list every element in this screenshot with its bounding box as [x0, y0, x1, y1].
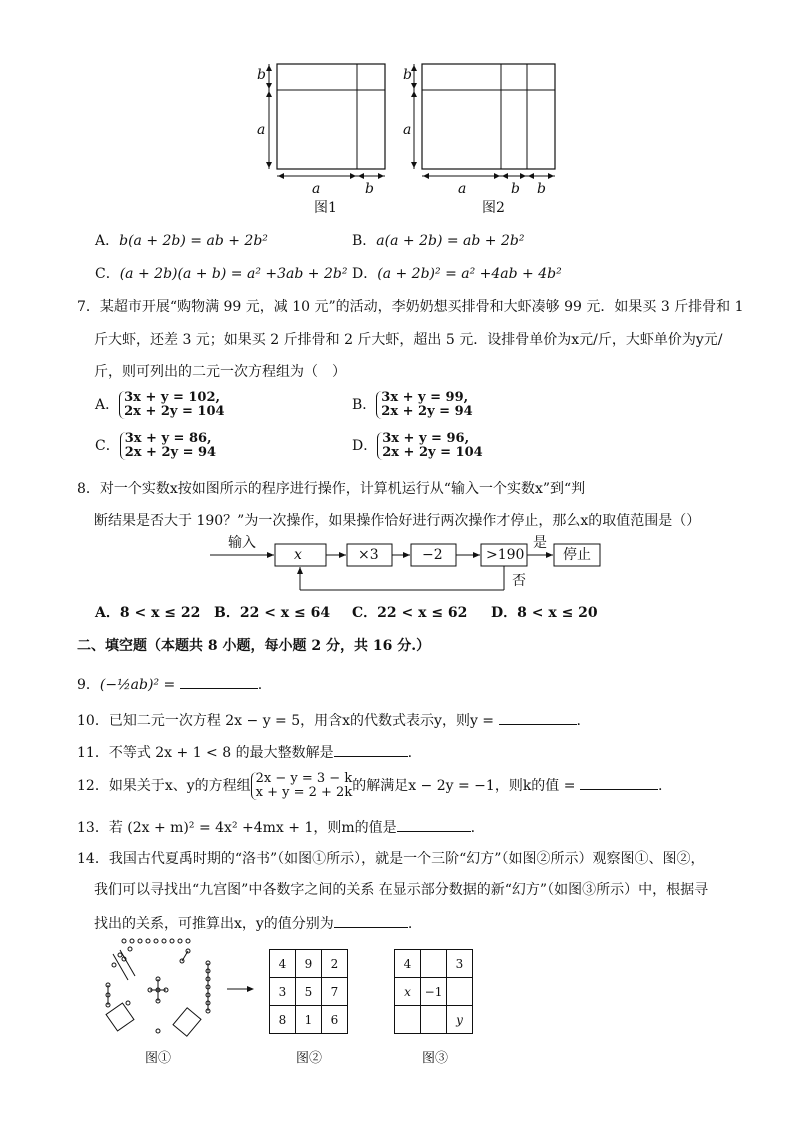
q7-line1: 7．某超市开展“购物满 99 元，减 10 元”的活动，李奶奶想买排骨和大虾凑够 99 元．如果买 3 斤排骨和 1	[77, 299, 744, 315]
luoshu-figure	[100, 935, 222, 1040]
q8-line2: 断结果是否大于 190？”为一次操作，如果操作恰好进行两次操作才停止，那么x的取值范围是（）	[94, 513, 701, 529]
q7-option-c-system	[120, 432, 216, 460]
fig2-caption: 图2	[482, 200, 505, 216]
fig2-label-b: b	[403, 67, 412, 83]
q7-option-b-system	[376, 391, 472, 419]
q12-pre: 12．如果关于x、y的方程组	[77, 778, 251, 794]
q11	[77, 742, 412, 762]
q10	[77, 710, 581, 730]
q7-option-d-system	[377, 432, 482, 460]
q7-option-b-eq1: 3x + y = 99,	[381, 390, 469, 405]
flow-yes-label: 是	[533, 535, 547, 551]
magic-square-2	[269, 949, 348, 1034]
grid3-cell: −1	[421, 978, 447, 1006]
q13-end: .	[470, 820, 476, 836]
q6-option-c-expr: (a + 2b)(a + b) = a² +3ab + 2b²	[119, 266, 348, 282]
q6-option-a	[95, 232, 268, 250]
flow-input-label: 输入	[228, 535, 256, 551]
grid3-cell: 4	[395, 950, 421, 978]
fig2-bottom-b2: b	[537, 181, 546, 197]
q14-line2: 我们可以寻找出“九宫图”中各数字之间的关系 在显示部分数据的新“幻方”（如图③所示）中，根据寻	[94, 882, 709, 898]
dots-top-9	[122, 939, 190, 943]
table-row	[395, 950, 473, 978]
grid2-cell: 7	[322, 978, 348, 1006]
grid2-cell: 1	[296, 1006, 322, 1034]
q10-answer-blank[interactable]	[499, 710, 577, 725]
q9-answer-blank[interactable]	[180, 674, 258, 689]
q6-option-b	[352, 232, 524, 250]
table-row	[395, 1006, 473, 1034]
q7-option-c	[95, 432, 216, 460]
q6-option-c-label: C．	[95, 266, 120, 282]
arrow-right-icon	[227, 984, 257, 994]
q7-option-c-label: C．	[95, 438, 120, 454]
q10-text: 10．已知二元一次方程 2x − y = 5，用含x的代数式表示y，则y =	[77, 713, 495, 729]
table-row	[270, 1006, 348, 1034]
caption-fig-a: 图①	[145, 1051, 172, 1066]
grid2-cell: 8	[270, 1006, 296, 1034]
q7-option-b	[352, 391, 473, 419]
grid2-cell: 9	[296, 950, 322, 978]
q11-answer-blank[interactable]	[334, 742, 408, 757]
q9-end: .	[257, 677, 263, 693]
q12-answer-blank[interactable]	[580, 775, 658, 790]
q6-option-d-expr: (a + 2b)² = a² +4ab + 4b²	[377, 266, 562, 282]
q8-option-b: B．22 < x ≤ 64	[214, 605, 331, 621]
q7-option-c-eq2: 2x + 2y = 94	[124, 445, 217, 460]
q7-option-d-eq2: 2x + 2y = 104	[382, 445, 483, 460]
fig1-caption: 图1	[314, 200, 337, 216]
flow-box-gt190: >190	[486, 547, 525, 563]
q9-number: 9．	[77, 677, 100, 693]
grid3-cell	[447, 978, 473, 1006]
q6-option-d	[352, 265, 562, 283]
grid2-cell: 3	[270, 978, 296, 1006]
fig2-bottom-a: a	[458, 181, 467, 197]
grid3-cell	[421, 950, 447, 978]
q8-line1: 8．对一个实数x按如图所示的程序进行操作，计算机运行从“输入一个实数x”到“判	[77, 481, 586, 497]
q6-option-a-expr: b(a + 2b) = ab + 2b²	[119, 233, 268, 249]
q8-option-d: D．8 < x ≤ 20	[491, 605, 598, 621]
grid2-cell: 4	[270, 950, 296, 978]
q7-option-d-eq1: 3x + y = 96,	[382, 431, 470, 446]
q7-option-a-eq1: 3x + y = 102,	[124, 390, 221, 405]
flowchart	[210, 536, 610, 598]
q7-option-c-eq1: 3x + y = 86,	[124, 431, 212, 446]
flow-box-stop: 停止	[563, 547, 591, 563]
q12-end: .	[657, 778, 663, 794]
q7-option-a-system	[119, 391, 224, 419]
flow-box-times3: ×3	[358, 547, 379, 563]
flow-box-x: x	[294, 547, 302, 563]
q6-option-b-expr: a(a + 2b) = ab + 2b²	[376, 233, 525, 249]
table-row	[395, 978, 473, 1006]
q10-end: .	[576, 713, 581, 729]
fig2-label-a: a	[403, 122, 412, 138]
figure-1	[245, 58, 405, 218]
q12	[77, 772, 662, 800]
q9	[77, 674, 262, 694]
fig2-bottom-b1: b	[511, 181, 520, 197]
q7-option-d	[352, 432, 483, 460]
caption-fig-b: 图②	[296, 1051, 323, 1066]
q12-eq1: 2x − y = 3 − k	[255, 771, 353, 786]
table-row	[270, 978, 348, 1006]
grid3-cell	[395, 1006, 421, 1034]
q13-text: 13．若 (2x + m)² = 4x² +4mx + 1，则m的值是	[77, 820, 397, 836]
q7-line2: 斤大虾，还差 3 元；如果买 2 斤排骨和 2 斤大虾，超出 5 元．设排骨单价为x元/斤，大虾单价为y元/	[94, 332, 723, 348]
q13-answer-blank[interactable]	[397, 817, 471, 832]
q6-option-a-label: A．	[95, 233, 120, 249]
table-row	[270, 950, 348, 978]
q12-eq2: x + y = 2 + 2k	[255, 785, 353, 800]
q6-option-c	[95, 265, 347, 283]
q6-option-d-label: D．	[352, 266, 378, 282]
q14-line3	[94, 913, 412, 933]
q11-end: .	[407, 745, 413, 761]
q14-line1: 14．我国古代夏禹时期的“洛书”（如图①所示），就是一个三阶“幻方”（如图②所示）观察图①、图②，	[77, 851, 705, 867]
q14-answer-blank[interactable]	[334, 913, 408, 928]
q9-expr: (−½ab)² =	[99, 677, 176, 693]
flow-box-minus2: −2	[422, 547, 443, 563]
q12-post: 的解满足x − 2y = −1，则k的值 =	[352, 778, 576, 794]
q7-option-a	[95, 391, 225, 419]
q8-option-c: C．22 < x ≤ 62	[352, 605, 468, 621]
q11-text: 11．不等式 2x + 1 < 8 的最大整数解是	[77, 745, 334, 761]
q12-system	[251, 772, 353, 800]
grid3-cell: 3	[447, 950, 473, 978]
q13	[77, 817, 475, 837]
grid2-cell: 6	[322, 1006, 348, 1034]
grid2-cell: 5	[296, 978, 322, 1006]
q6-option-b-label: B．	[352, 233, 377, 249]
grid3-cell: x	[395, 978, 421, 1006]
fig1-label-a: a	[257, 122, 266, 138]
flow-no-label: 否	[512, 573, 526, 589]
q7-option-b-label: B．	[352, 397, 377, 413]
fig1-bottom-b: b	[365, 181, 374, 197]
q8-option-a: A．8 < x ≤ 22	[95, 605, 201, 621]
fig1-bottom-a: a	[312, 181, 321, 197]
fig1-label-b: b	[257, 67, 266, 83]
q7-line3: 斤，则可列出的二元一次方程组为（ ）	[94, 364, 346, 380]
caption-fig-c: 图③	[422, 1051, 449, 1066]
magic-square-3	[394, 949, 473, 1034]
grid3-cell: y	[447, 1006, 473, 1034]
q7-option-a-label: A．	[95, 397, 120, 413]
q14-line3-text: 找出的关系，可推算出x，y的值分别为	[94, 916, 334, 932]
section2-title: 二、填空题（本题共 8 小题，每小题 2 分，共 16 分.）	[77, 638, 431, 654]
grid2-cell: 2	[322, 950, 348, 978]
q7-option-d-label: D．	[352, 438, 378, 454]
grid3-cell	[421, 1006, 447, 1034]
q7-option-b-eq2: 2x + 2y = 94	[381, 404, 473, 419]
q7-option-a-eq2: 2x + 2y = 104	[124, 404, 225, 419]
q14-end: .	[407, 916, 413, 932]
